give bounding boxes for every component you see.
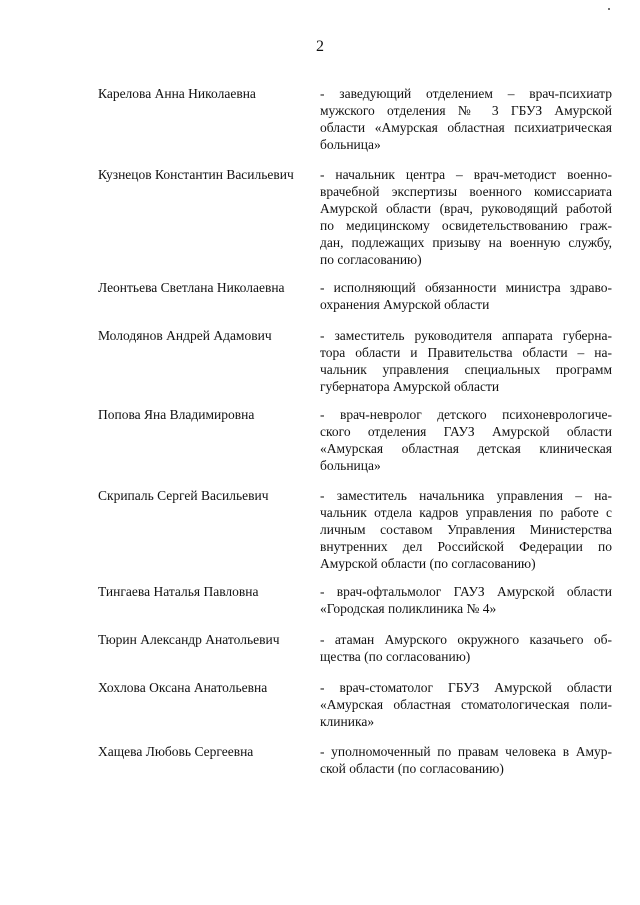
member-position [320,406,612,474]
position-line: по медицинскому освидетельствованию граж- [320,218,612,233]
position-line: - врач-стоматолог ГБУЗ Амурской области [320,680,612,695]
position-line: «Амурская областная детская клиническая [320,441,612,456]
member-position [320,166,612,268]
position-line: чальник управления специальных программ [320,362,612,377]
member-name: Тингаева Наталья Павловна [98,584,259,599]
member-position [320,279,612,313]
position-line: - заведующий отделением – врач-психиатр [320,86,612,101]
position-line: ской области (по согласованию) [320,761,504,776]
position-line: клиника» [320,714,375,729]
position-line: щества (по согласованию) [320,649,471,664]
position-line: чальник отдела кадров управления по работе с [320,505,612,520]
member-position [320,327,612,395]
member-position [320,679,612,730]
member-name: Скрипаль Сергей Васильевич [98,488,269,503]
position-line: губернатора Амурской области [320,379,500,394]
position-line: личным составом Управления Министерства [320,522,612,537]
position-line: охранения Амурской области [320,297,490,312]
position-line: «Амурская областная стоматологическая поли- [320,697,612,712]
position-line: - исполняющий обязанности министра здраво- [320,280,612,295]
position-line: области «Амурская областная психиатрическая [320,120,612,135]
position-line: ского отделения ГАУЗ Амурской области [320,424,612,439]
member-name: Попова Яна Владимировна [98,407,255,422]
position-line: врачебной экспертизы военного комиссариата [320,184,612,199]
position-line: больница» [320,137,381,152]
position-line: - уполномоченный по правам человека в Амур- [320,744,612,759]
position-line: - начальник центра – врач-методист военно- [320,167,612,182]
member-position [320,583,612,617]
member-name: Кузнецов Константин Васильевич [98,167,294,182]
page-number: 2 [316,38,324,55]
member-name: Хащева Любовь Сергеевна [98,744,254,759]
member-name: Хохлова Оксана Анатольевна [98,680,268,695]
position-line: мужского отделения № 3 ГБУЗ Амурской [320,103,612,118]
position-line: «Городская поликлиника № 4» [320,601,497,616]
member-position [320,631,612,665]
position-line: - врач-невролог детского психоневрологиче- [320,407,612,422]
position-line: тора области и Правительства области – на- [320,345,612,360]
member-name: Молодянов Андрей Адамович [98,328,272,343]
position-line: по согласованию) [320,252,422,267]
member-name: Тюрин Александр Анатольевич [98,632,280,647]
position-line: Амурской области (по согласованию) [320,556,536,571]
position-line: - атаман Амурского окружного казачьего об- [320,632,612,647]
position-line: - врач-офтальмолог ГАУЗ Амурской области [320,584,612,599]
position-line: больница» [320,458,381,473]
position-line: дан, подлежащих призыву на военную службу, [320,235,612,250]
member-position [320,85,612,153]
member-position [320,743,612,777]
member-name: Карелова Анна Николаевна [98,86,256,101]
position-line: - заместитель руководителя аппарата губерна- [320,328,612,343]
member-position [320,487,612,572]
scan-speck [608,8,610,10]
position-line: внутренних дел Российской Федерации по [320,539,612,554]
position-line: - заместитель начальника управления – на- [320,488,612,503]
position-line: Амурской области (врач, руководящий работой [320,201,612,216]
member-name: Леонтьева Светлана Николаевна [98,280,285,295]
